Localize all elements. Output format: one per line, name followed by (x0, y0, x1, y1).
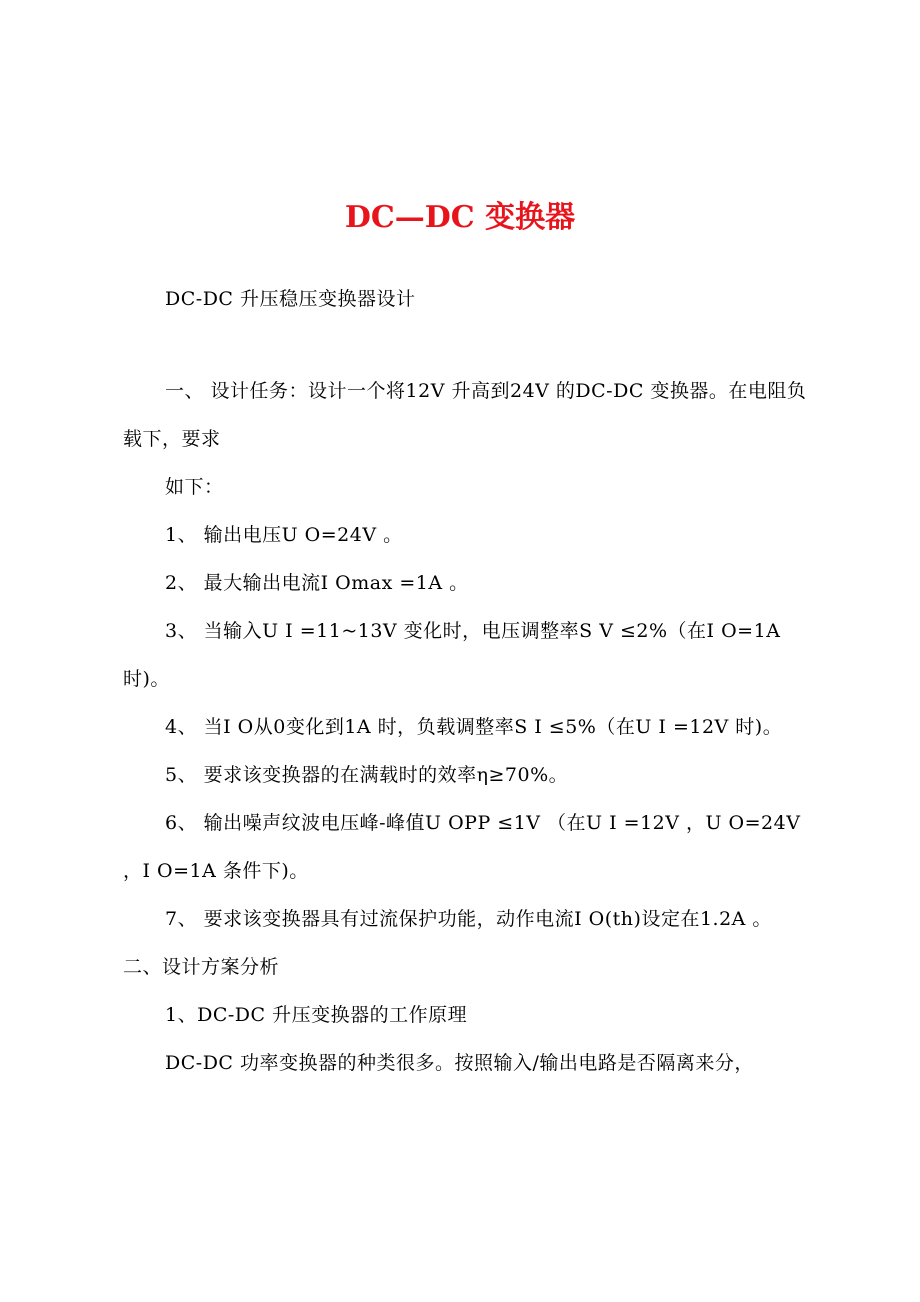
requirement-item: 2、 最大输出电流I Omax =1A 。 (165, 572, 469, 594)
requirement-item: 6、 输出噪声纹波电压峰-峰值U OPP ≤1V （在U I =12V ，U O=24V ，I O=1A 条件下)。 (123, 812, 801, 882)
requirement-item: 5、 要求该变换器的在满载时的效率η≥70%。 (165, 764, 569, 786)
paragraph-design-task: 一、 设计任务：设计一个将12V 升高到24V 的DC-DC 变换器。在电阻负载下，要求 (123, 380, 807, 450)
requirement-item: 7、 要求该变换器具有过流保护功能，动作电流I O(th)设定在1.2A 。 二、设计方案分析 (123, 908, 772, 978)
paragraph-text: DC-DC 功率变换器的种类很多。按照输入/输出电路是否隔离来分， (165, 1052, 754, 1074)
requirement-item: 1、 输出电压U O=24V 。 (165, 524, 403, 546)
paragraph-as-follows: 如下： (165, 476, 224, 498)
requirement-item: 4、 当I O从0变化到1A 时，负载调整率S I ≤5%（在U I =12V 时)。 (165, 716, 783, 738)
document-body (123, 275, 807, 1087)
subtitle: DC-DC 升压稳压变换器设计 (165, 288, 416, 310)
requirement-item: 3、 当输入U I =11~13V 变化时，电压调整率S V ≤2%（在I O=1A 时)。 (123, 620, 781, 690)
section-heading: 1、DC-DC 升压变换器的工作原理 (165, 1004, 468, 1026)
document-title: DC—DC 变换器 (344, 200, 576, 235)
